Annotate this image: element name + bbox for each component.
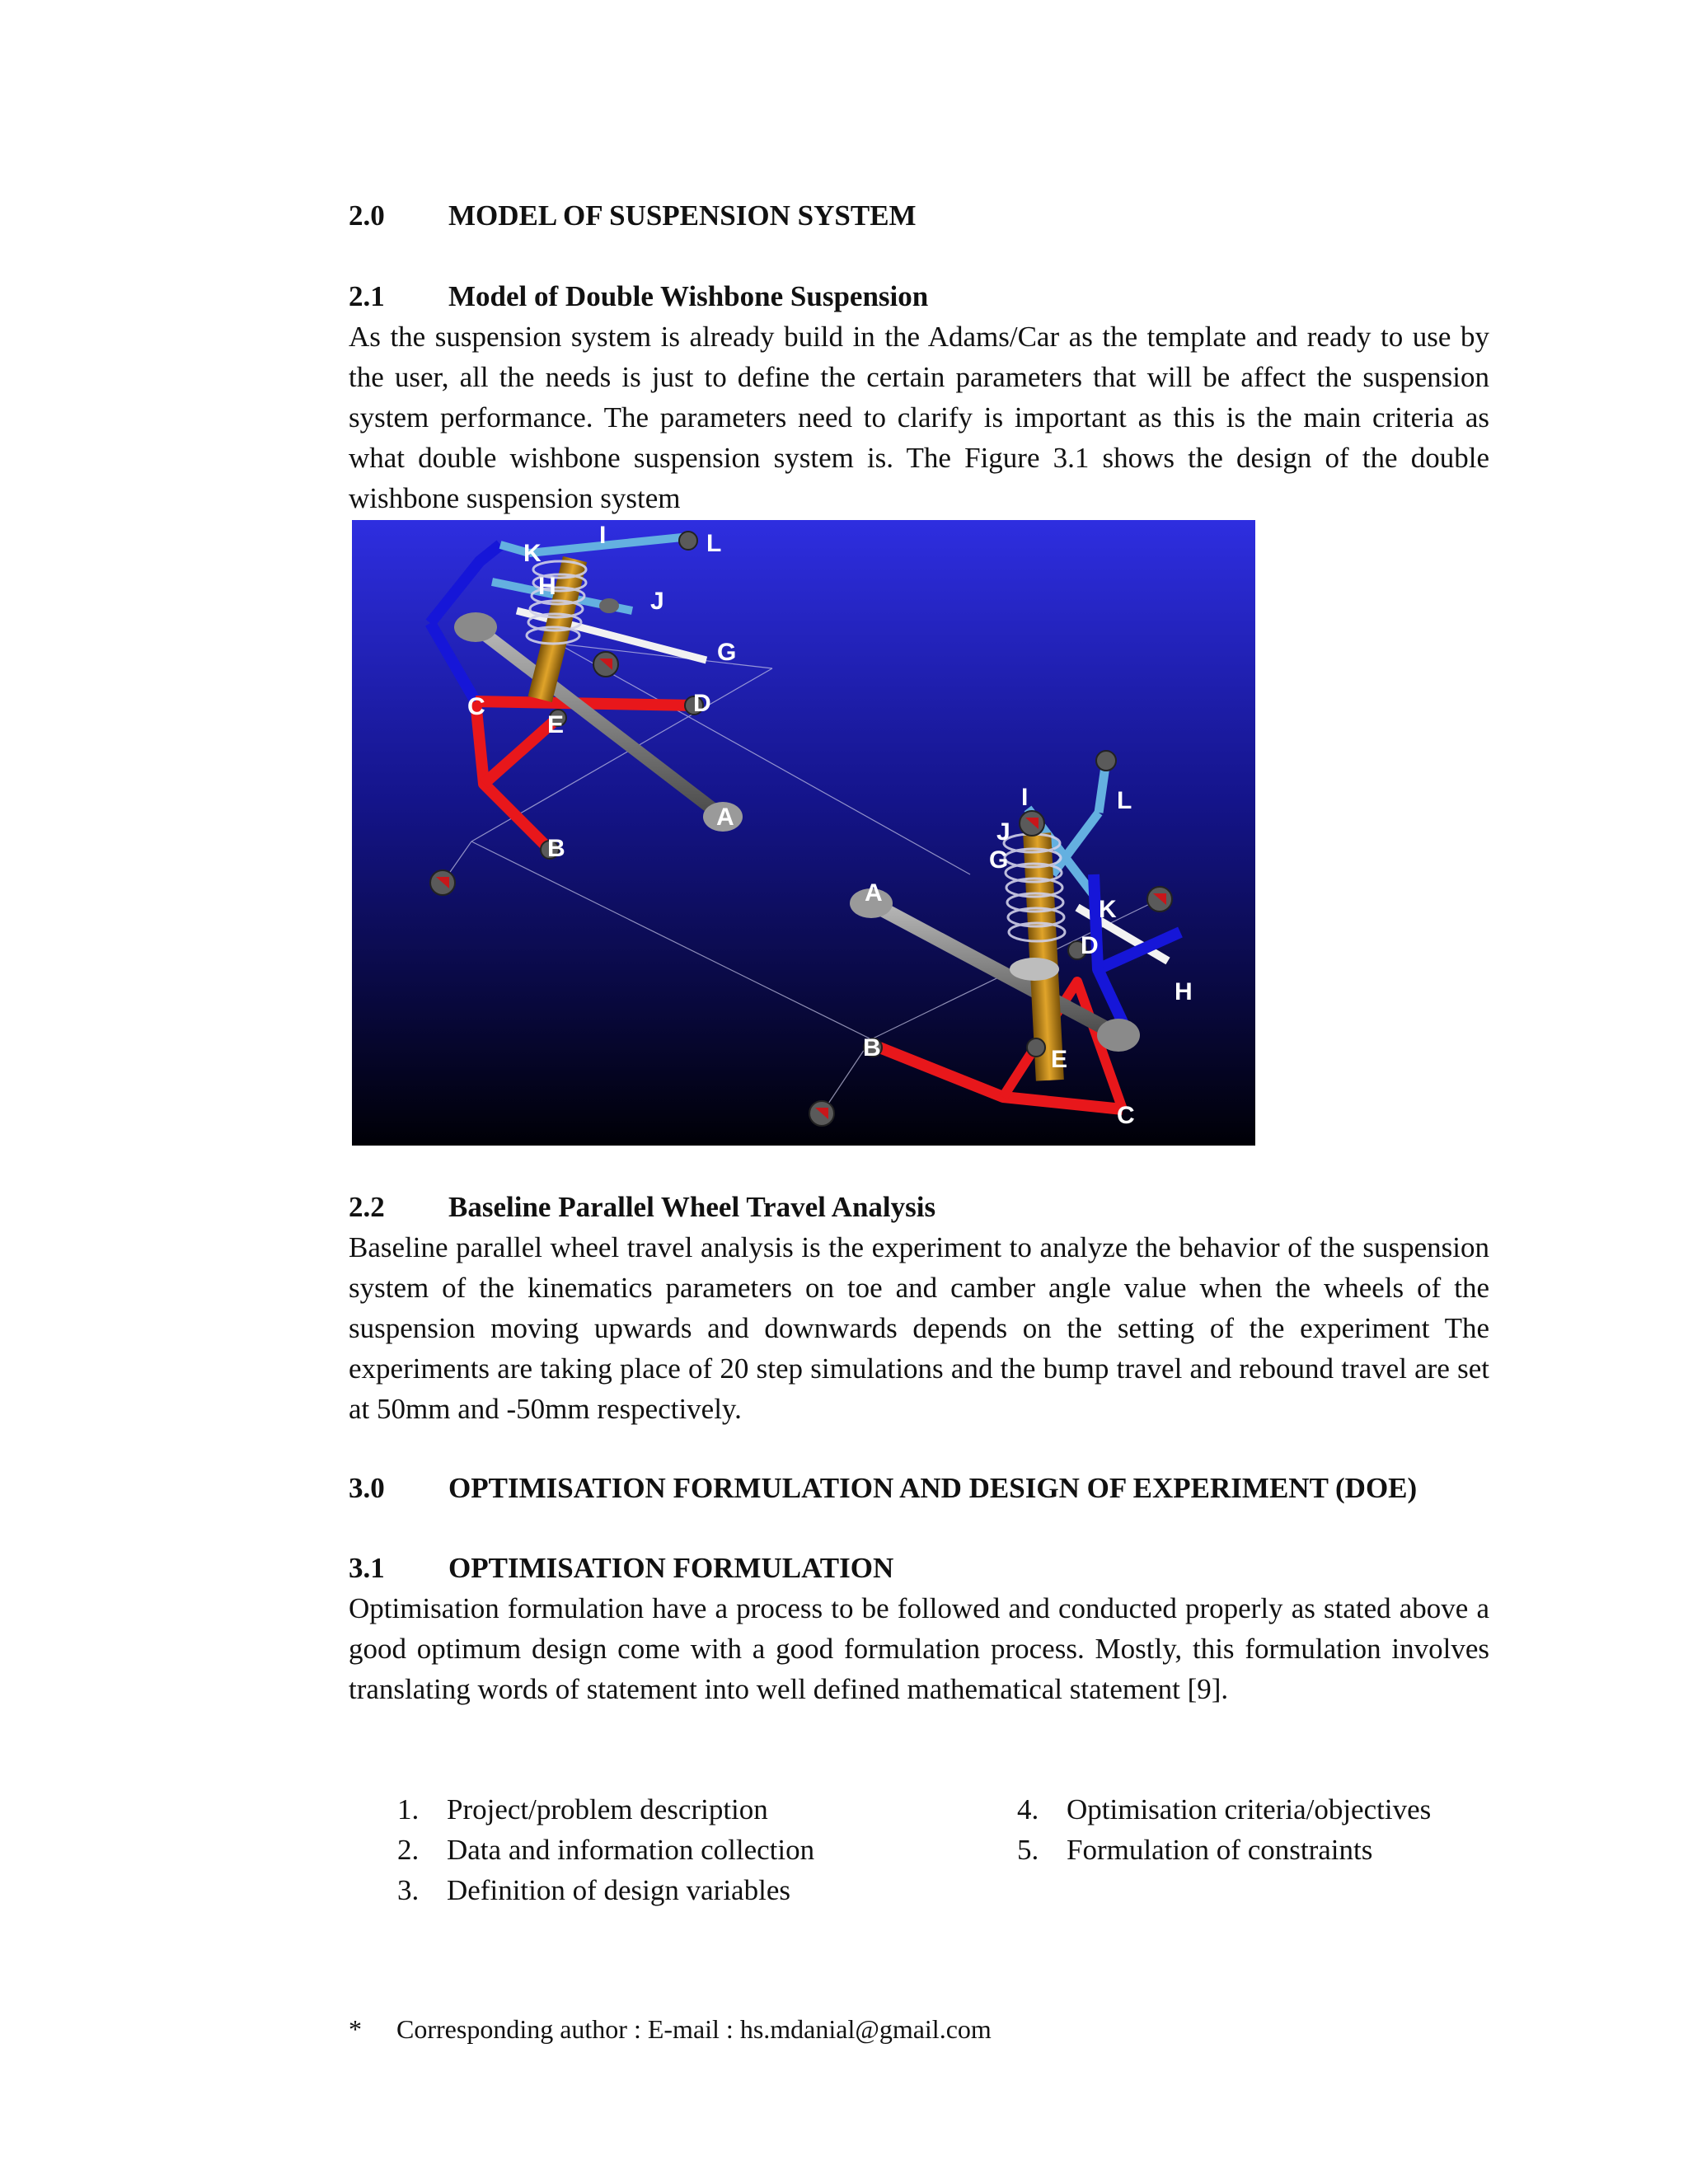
formulation-steps-left — [397, 1789, 814, 1910]
footnote-marker: * — [349, 2014, 362, 2044]
right-label-k: K — [1099, 896, 1117, 923]
list-item: 5. Formulation of constraints — [1017, 1834, 1373, 1866]
corresponding-author-footnote — [349, 2011, 992, 2047]
right-label-c: C — [1117, 1102, 1135, 1129]
suspension-diagram — [352, 520, 1255, 1146]
section-title: OPTIMISATION FORMULATION — [448, 1552, 894, 1584]
left-label-k: K — [523, 540, 542, 567]
section-2-1-paragraph: As the suspension system is already build in the Adams/Car as the template and ready to use by the user, all the needs is just to define the certain parameters that will be affect the suspension system performance. The parameters need to clarify is important as this is the main criteria as what double wishbone suspension system is. The Figure 3.1 shows the design of the double wishbone suspension system — [349, 321, 1489, 514]
section-number: 2.1 — [349, 280, 385, 312]
section-2-0-heading — [349, 196, 917, 236]
left-label-l: L — [706, 530, 722, 557]
right-label-a: A — [865, 879, 883, 907]
right-label-h: H — [1175, 978, 1193, 1005]
left-label-a: A — [716, 804, 734, 831]
list-item: 2. Data and information collection — [397, 1834, 815, 1866]
section-title: MODEL OF SUSPENSION SYSTEM — [448, 199, 917, 232]
section-3-1-paragraph: Optimisation formulation have a process to be followed and conducted properly as stated above a good optimum design come with a good formulation process. Mostly, this formulation involves translating words of statement into well defined mathematical statement [9]. — [349, 1592, 1489, 1705]
footnote-text: Corresponding author : E-mail : hs.mdanial@gmail.com — [396, 2014, 992, 2044]
right-label-g: G — [989, 846, 1009, 874]
right-label-j: J — [996, 818, 1010, 846]
double-wishbone-suspension-figure — [352, 520, 1255, 1146]
left-label-i: I — [599, 522, 607, 549]
left-label-g: G — [717, 639, 737, 666]
right-label-d: D — [1081, 932, 1099, 959]
section-3-0-heading — [349, 1469, 1417, 1508]
left-label-j: J — [650, 588, 664, 615]
section-2-2-paragraph: Baseline parallel wheel travel analysis is the experiment to analyze the behavior of the suspension system of the kinematics parameters on toe and camber angle value when the wheels of the suspension moving upwards and downwards depends on the setting of the experiment The experiments are taking place of 20 step simulations and the bump travel and rebound travel are set at 50mm and -50mm respectively. — [349, 1231, 1489, 1425]
section-number: 2.2 — [349, 1191, 385, 1223]
section-2-2-heading — [349, 1188, 935, 1227]
section-3-1-heading — [349, 1549, 893, 1588]
left-label-h: H — [538, 573, 556, 600]
section-title: Model of Double Wishbone Suspension — [448, 280, 929, 312]
right-label-b: B — [863, 1034, 881, 1062]
section-2-1-heading — [349, 277, 928, 316]
right-label-i: I — [1021, 784, 1029, 811]
section-number: 3.1 — [349, 1552, 385, 1584]
left-label-c: C — [467, 693, 485, 720]
list-item: 3. Definition of design variables — [397, 1874, 790, 1906]
section-number: 3.0 — [349, 1472, 385, 1504]
left-label-b: B — [547, 835, 565, 862]
right-label-l: L — [1117, 787, 1132, 814]
left-label-e: E — [547, 711, 565, 738]
formulation-steps-right — [1017, 1789, 1431, 1870]
list-item: 1. Project/problem description — [397, 1793, 768, 1825]
section-title: Baseline Parallel Wheel Travel Analysis — [448, 1191, 936, 1223]
section-title: OPTIMISATION FORMULATION AND DESIGN OF EXPERIMENT (DOE) — [448, 1472, 1418, 1504]
section-number: 2.0 — [349, 199, 385, 232]
list-item: 4. Optimisation criteria/objectives — [1017, 1793, 1432, 1825]
left-label-d: D — [693, 690, 711, 717]
right-label-e: E — [1051, 1046, 1068, 1073]
